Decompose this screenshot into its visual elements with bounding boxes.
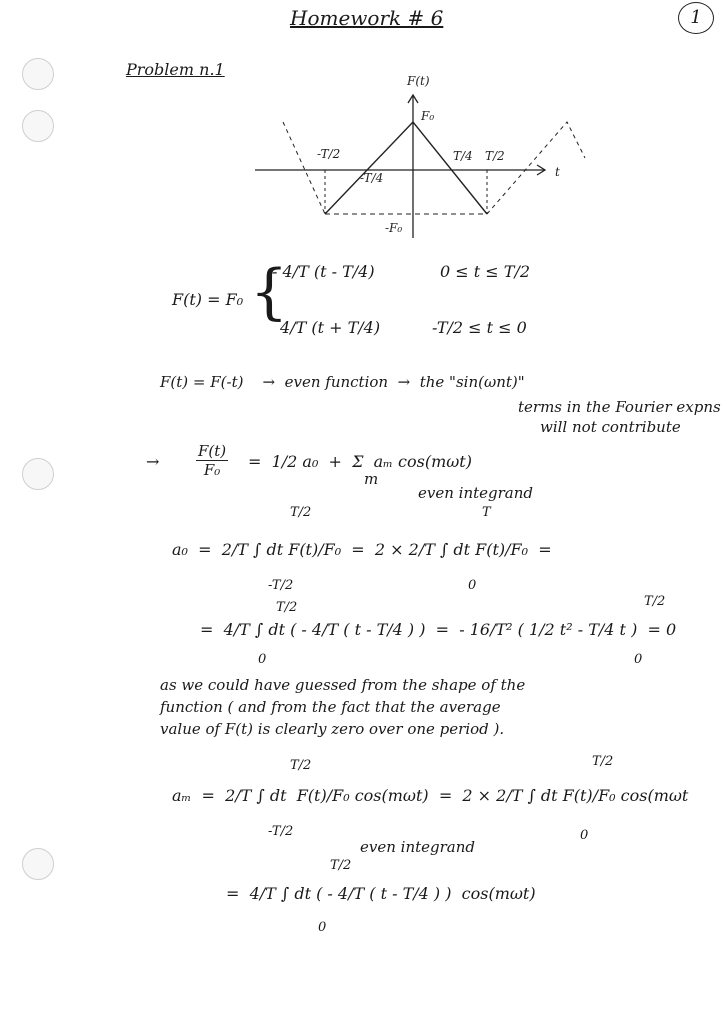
tick-neg-half: -T/2	[317, 147, 341, 161]
series-lhs-den: F₀	[203, 461, 221, 479]
page-number: 1	[678, 2, 714, 34]
tick-pos-half: T/2	[485, 149, 505, 163]
am-lower-3: 0	[318, 920, 327, 935]
symmetry-line-1: F(t) = F(-t) → even function → the "sin(ωnt)"	[160, 373, 525, 391]
tick-pos-quarter: T/4	[453, 149, 473, 163]
definition-brace: {	[250, 257, 289, 327]
triangle-wave-graph	[255, 70, 595, 245]
tick-neg-quarter: -T/4	[360, 171, 384, 185]
a0-line-1: a₀ = 2/T ∫ dt F(t)/F₀ = 2 × 2/T ∫ dt F(t)/F₀ =	[172, 540, 552, 559]
am-upper-1: T/2	[290, 758, 312, 773]
comment-line-3: value of F(t) is clearly zero over one period ).	[160, 720, 505, 738]
problem-label: Problem n.1	[126, 60, 225, 79]
wave-left-ext	[283, 122, 325, 214]
series-lhs-num: F(t)	[198, 442, 227, 460]
page-title: Homework # 6	[290, 6, 444, 30]
peak-label: F₀	[421, 109, 435, 123]
a0-even-note: even integrand	[418, 484, 533, 502]
a0-line-2: = 4/T ∫ dt ( - 4/T ( t - T/4 ) ) = - 16/T² ( 1/2 t² - T/4 t ) = 0	[200, 620, 677, 639]
comment-line-1: as we could have guessed from the shape of the	[160, 676, 526, 694]
symmetry-line-3: will not contribute	[540, 418, 681, 436]
comment-line-2: function ( and from the fact that the average	[160, 698, 501, 716]
a0-upper-3: T/2	[276, 600, 298, 615]
x-axis-label: t	[555, 165, 560, 179]
a0-lower-3: 0	[258, 652, 267, 667]
series-sum-index: m	[364, 470, 379, 488]
a0-upper-2: T	[482, 505, 491, 520]
binder-hole-3	[22, 458, 54, 490]
neg-level-label: -F₀	[385, 221, 403, 235]
a0-lower-2: 0	[468, 578, 477, 593]
y-axis-label: F(t)	[407, 74, 430, 88]
am-upper-2: T/2	[592, 754, 614, 769]
definition-case1-cond: 0 ≤ t ≤ T/2	[440, 262, 531, 281]
definition-case1-expr: - 4/T (t - T/4)	[272, 262, 375, 281]
definition-case2-expr: 4/T (t + T/4)	[280, 318, 381, 337]
definition-case2-cond: -T/2 ≤ t ≤ 0	[432, 318, 527, 337]
am-line-2: = 4/T ∫ dt ( - 4/T ( t - T/4 ) ) cos(mωt)	[226, 884, 536, 903]
definition-lhs: F(t) = F₀	[172, 290, 244, 309]
wave-main	[325, 122, 487, 214]
binder-hole-4	[22, 848, 54, 880]
series-lhs-fraction	[196, 442, 228, 479]
binder-hole-2	[22, 110, 54, 142]
a0-upper-4: T/2	[644, 594, 666, 609]
am-upper-3: T/2	[330, 858, 352, 873]
am-lower-1: -T/2	[268, 824, 294, 839]
am-line-1: aₘ = 2/T ∫ dt F(t)/F₀ cos(mωt) = 2 × 2/T ∫ dt F(t)/F₀ cos(mωt	[172, 786, 689, 805]
series-arrow: →	[146, 452, 160, 471]
a0-lower-4: 0	[634, 652, 643, 667]
am-even-note: even integrand	[360, 838, 475, 856]
a0-upper-1: T/2	[290, 505, 312, 520]
wave-right-ext	[487, 122, 585, 214]
a0-lower-1: -T/2	[268, 578, 294, 593]
symmetry-line-2: terms in the Fourier expns	[518, 398, 721, 416]
series-rhs: = 1/2 a₀ + Σ aₘ cos(mωt)	[248, 452, 472, 471]
binder-hole-1	[22, 58, 54, 90]
am-lower-2: 0	[580, 828, 589, 843]
